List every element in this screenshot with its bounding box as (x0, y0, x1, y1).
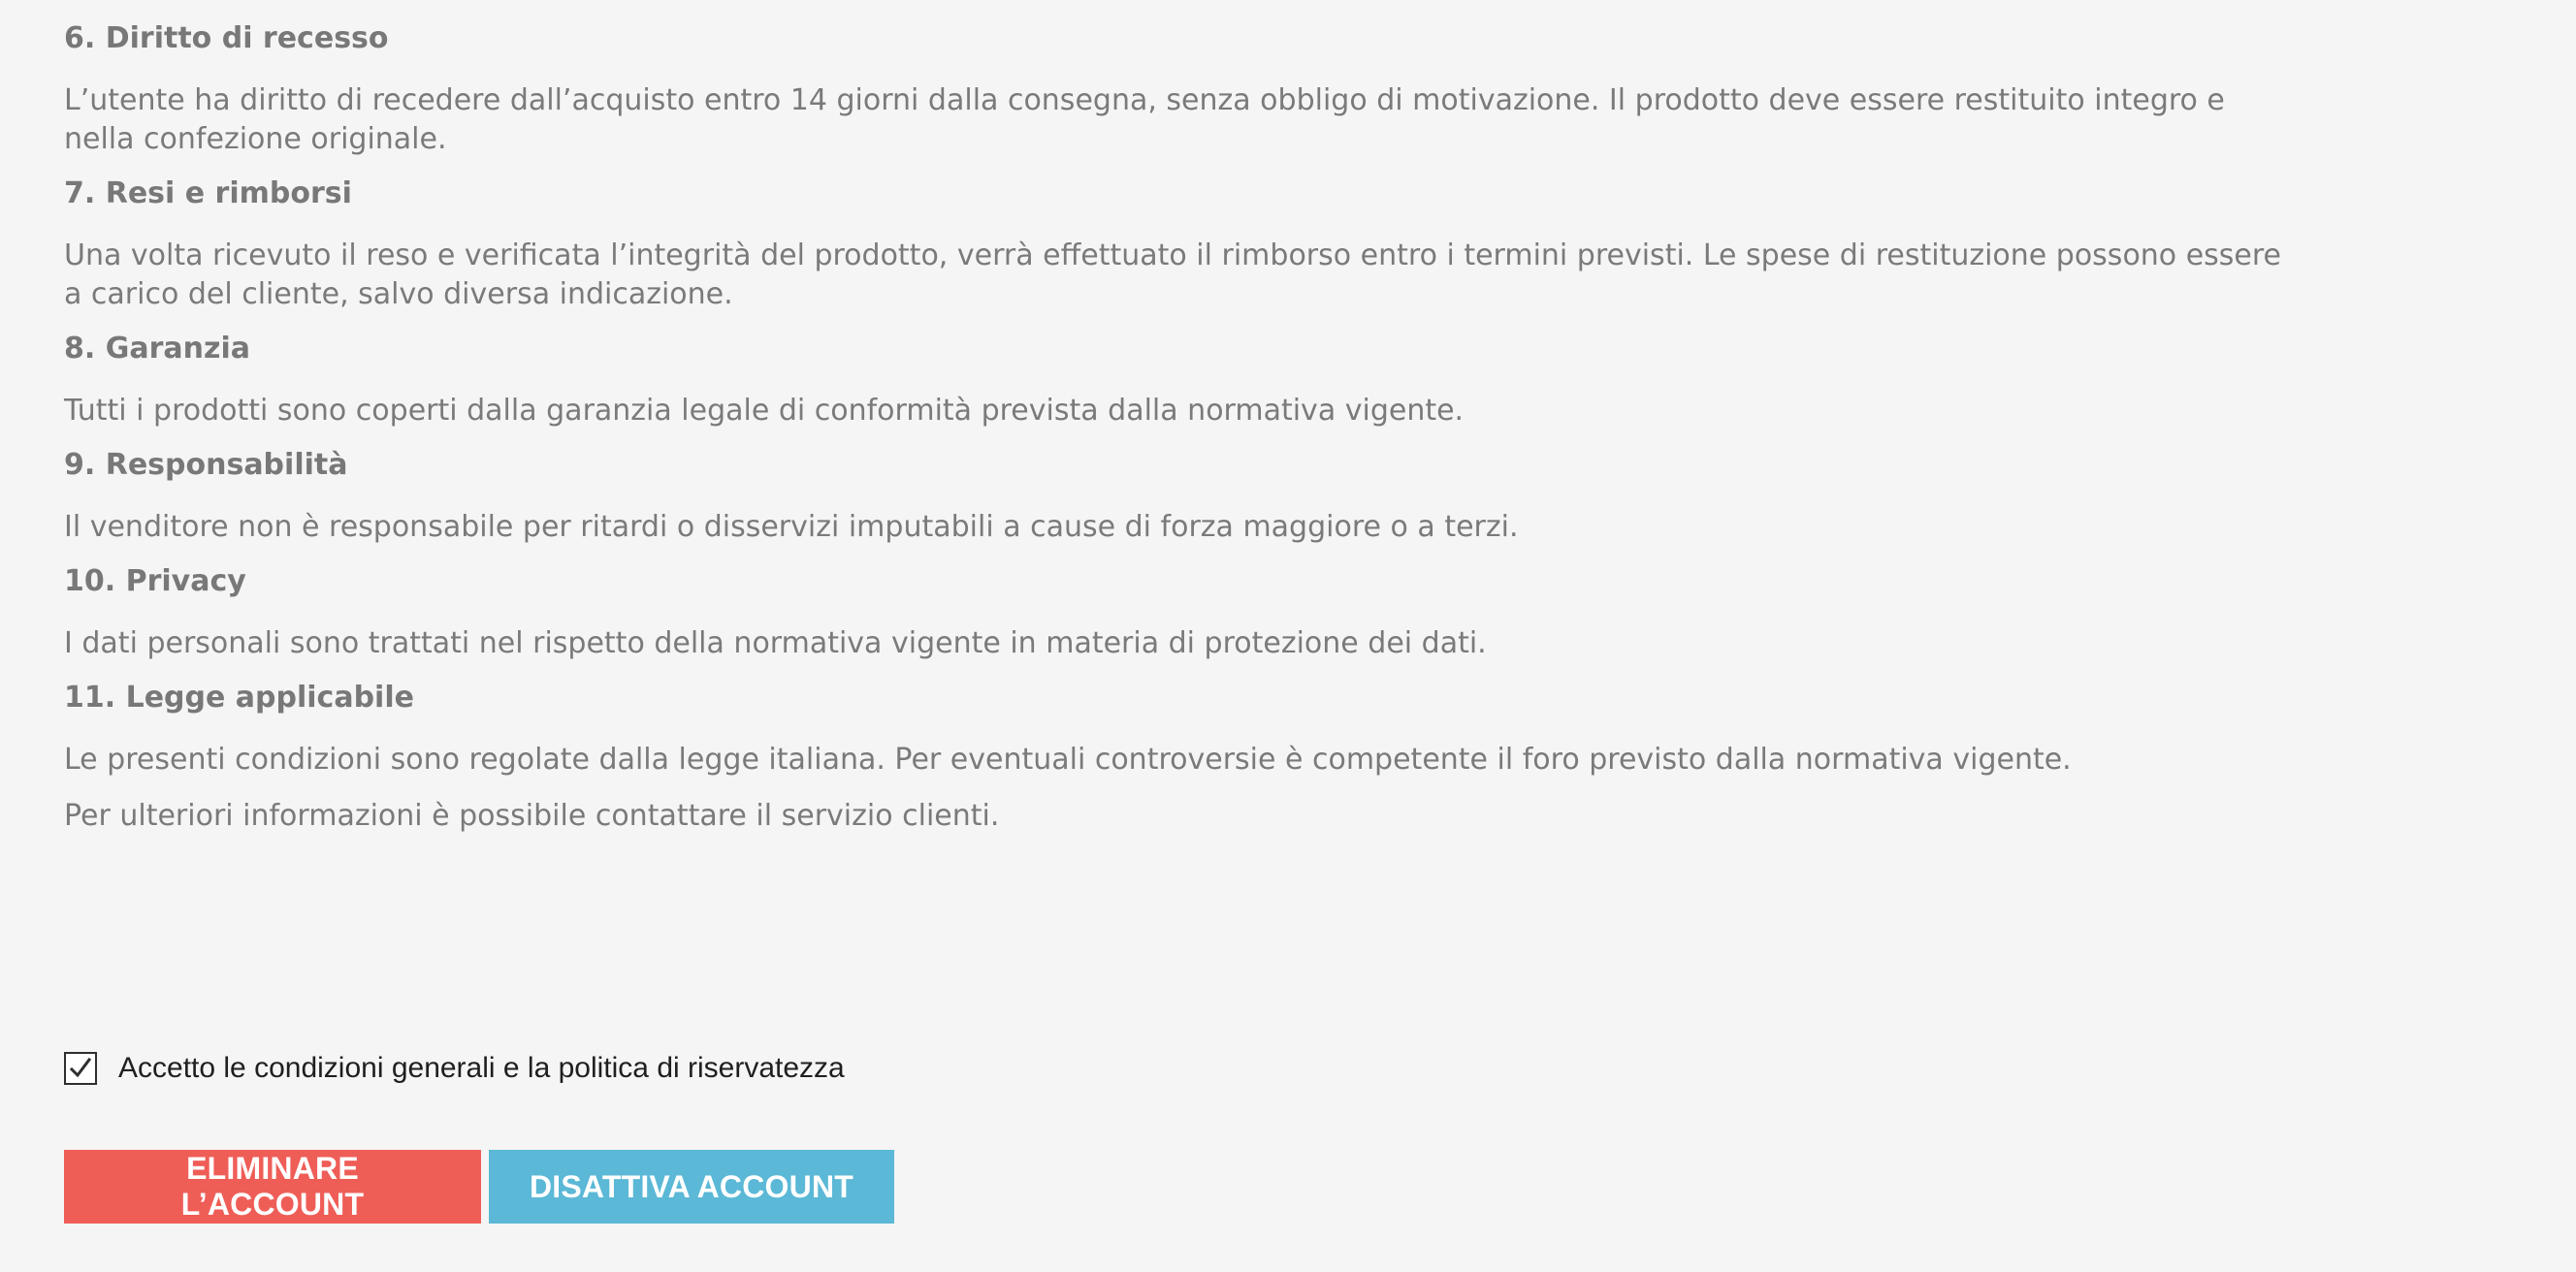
delete-account-button[interactable]: ELIMINARE L’ACCOUNT (64, 1150, 481, 1224)
section-title-resi: 7. Resi e rimborsi (64, 176, 352, 210)
section-text-resi: Una volta ricevuto il reso e verificata l’integrità del prodotto, verrà effettuato il rimborso entro i termini previsti. Le spese di restituzione possono essere a carico del cliente, salvo diversa indicazione. (64, 238, 2282, 311)
section-text-garanzia: Tutti i prodotti sono coperti dalla garanzia legale di conformità prevista dalla normativa vigente. (64, 394, 1465, 428)
terms-content (64, 14, 2285, 845)
footer-note: Per ulteriori informazioni è possibile contattare il servizio clienti. (64, 799, 1000, 833)
deactivate-account-button[interactable]: DISATTIVA ACCOUNT (489, 1150, 894, 1224)
section-text-legge: Le presenti condizioni sono regolate dalla legge italiana. Per eventuali controversie è competente il foro previsto dalla normativa vigente. (64, 743, 2072, 777)
terms-checkbox[interactable] (64, 1052, 97, 1085)
section-title-responsabilita: 9. Responsabilità (64, 448, 348, 482)
section-title-garanzia: 8. Garanzia (64, 332, 250, 366)
terms-label[interactable]: Accetto le condizioni generali e la politica di riservatezza (118, 1052, 845, 1084)
section-title-recesso: 6. Diritto di recesso (64, 21, 389, 55)
section-text-responsabilita: Il venditore non è responsabile per ritardi o disservizi imputabili a cause di forza maggiore o a terzi. (64, 510, 1519, 544)
account-actions (64, 1150, 894, 1224)
checkmark-icon (68, 1056, 93, 1081)
section-text-recesso: L’utente ha diritto di recedere dall’acquisto entro 14 giorni dalla consegna, senza obbligo di motivazione. Il prodotto deve essere restituito integro e nella confezione originale. (64, 83, 2225, 156)
section-text-privacy: I dati personali sono trattati nel rispetto della normativa vigente in materia di protezione dei dati. (64, 626, 1487, 660)
section-title-legge: 11. Legge applicabile (64, 681, 414, 715)
terms-acceptance-row[interactable] (64, 1052, 845, 1085)
section-title-privacy: 10. Privacy (64, 564, 246, 598)
